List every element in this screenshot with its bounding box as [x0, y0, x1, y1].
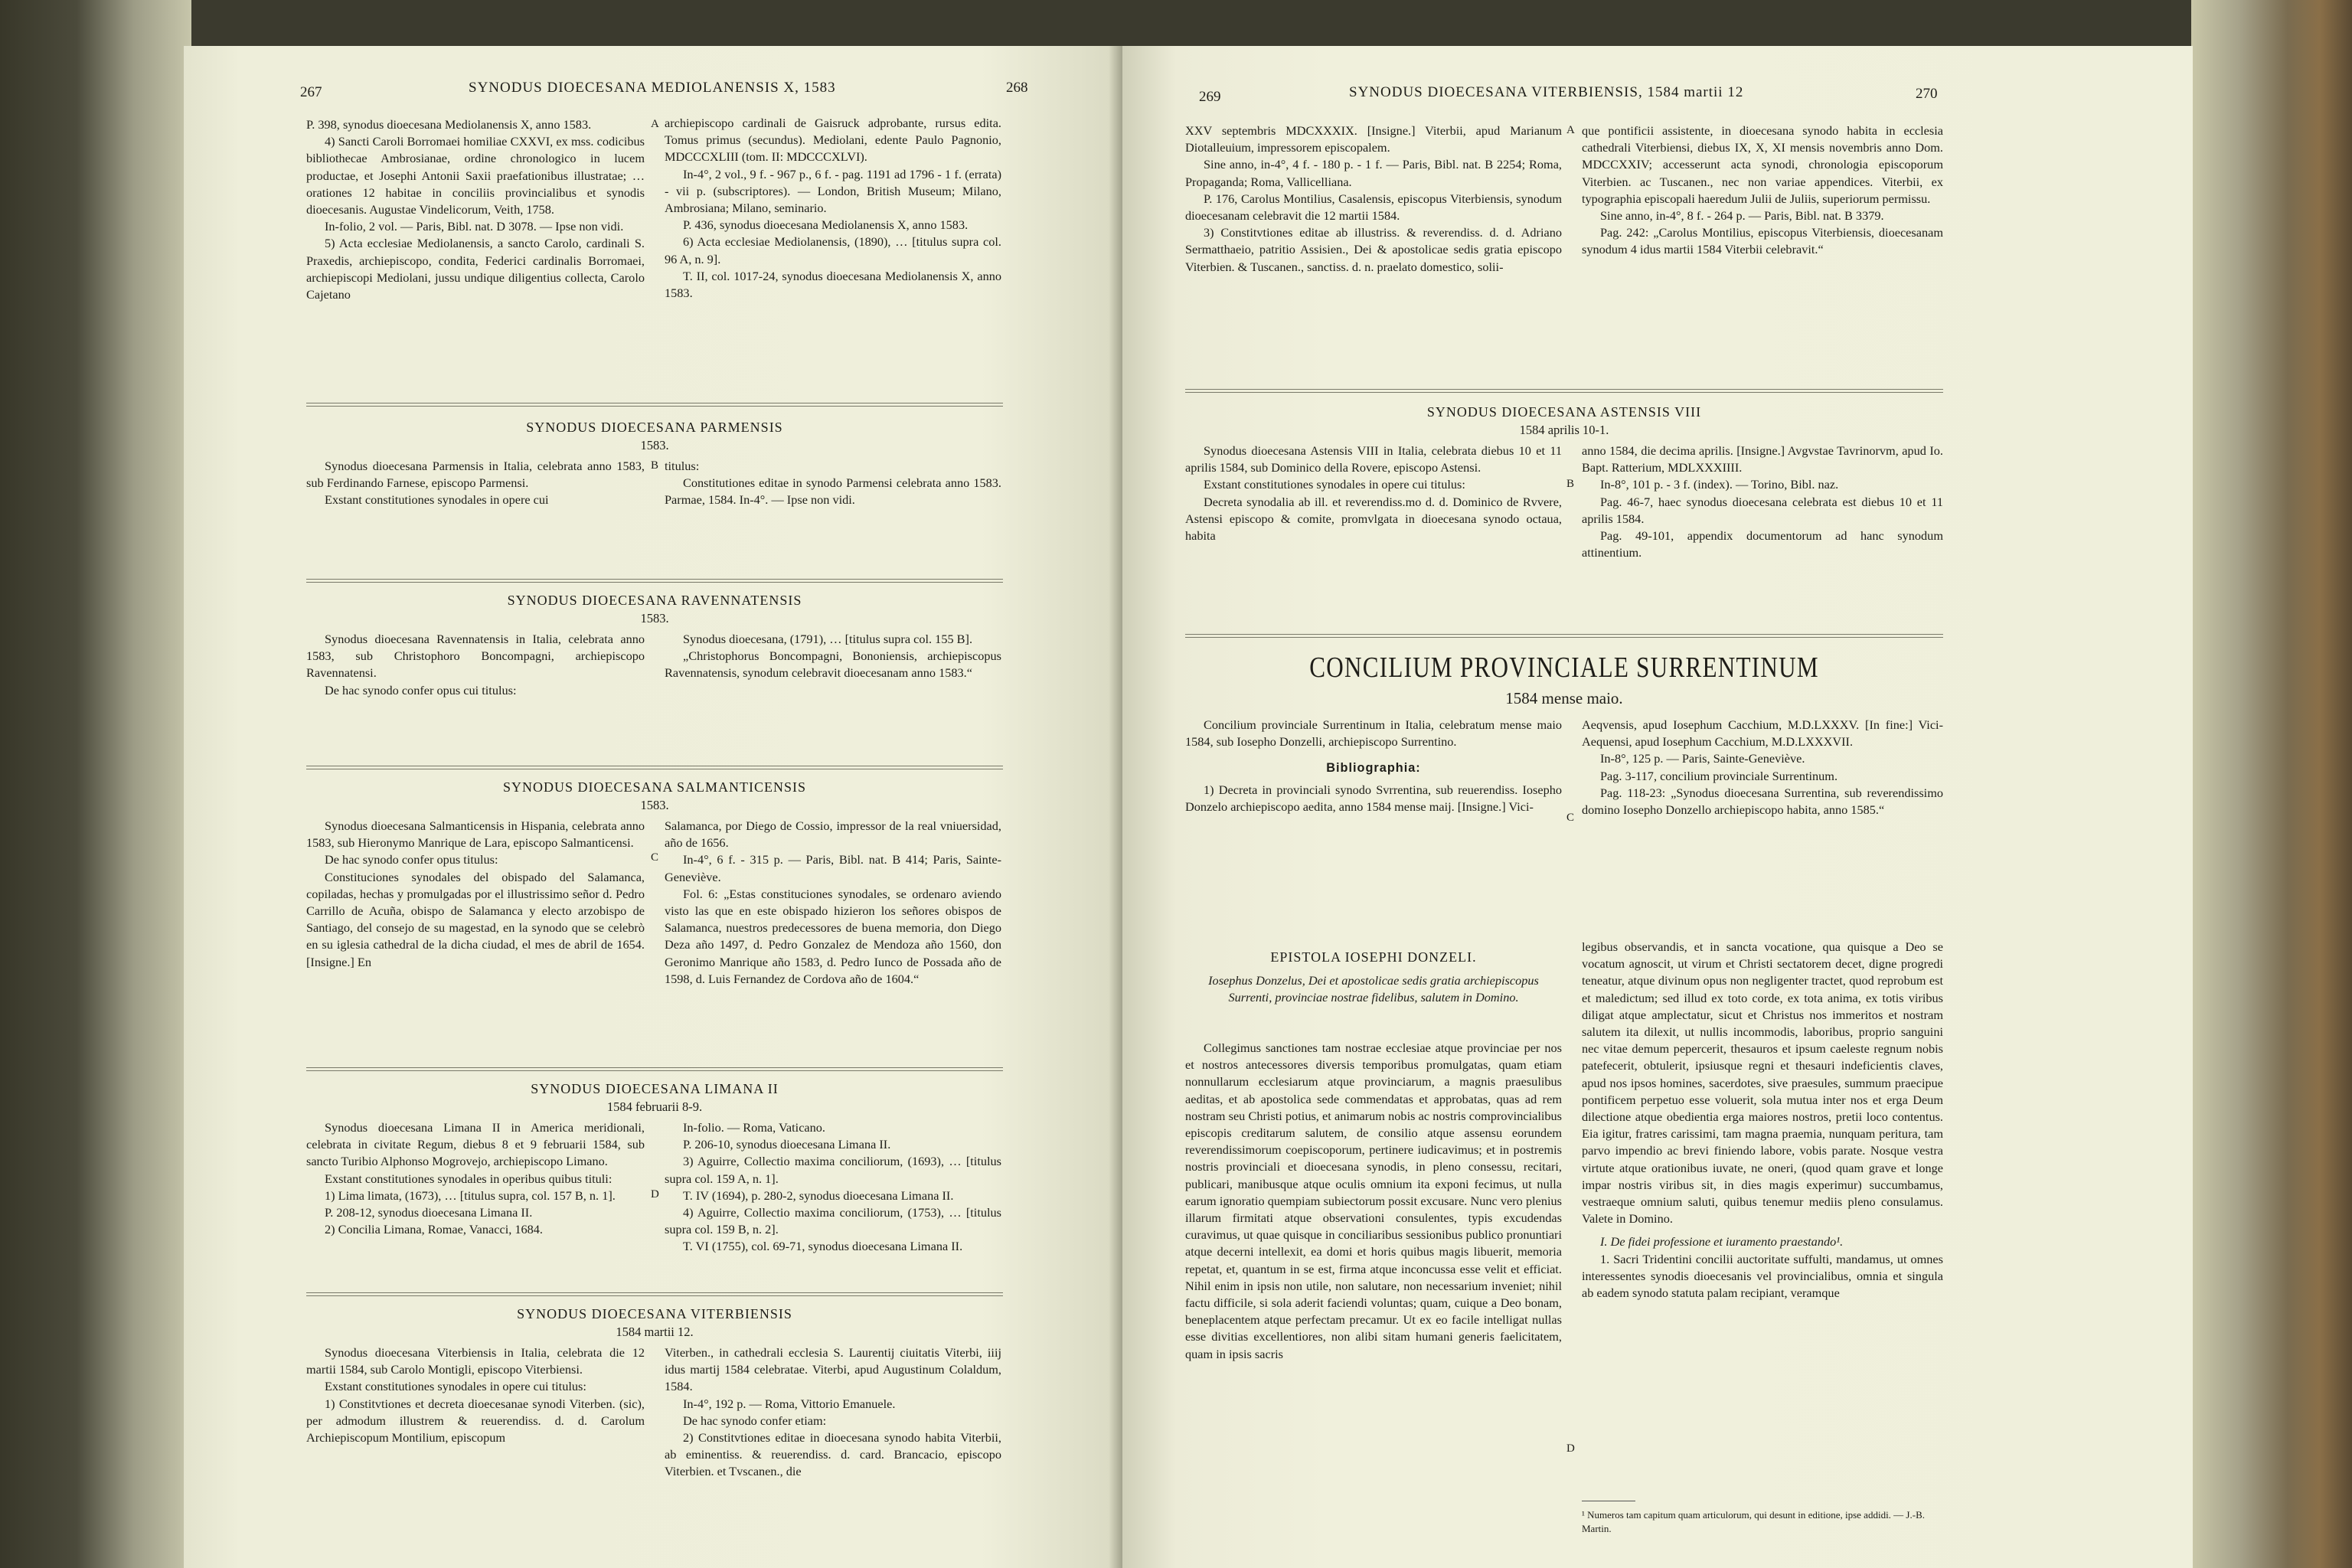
text-column	[306, 116, 645, 303]
section-date: 1583.	[640, 438, 669, 452]
margin-letter: B	[1566, 478, 1575, 490]
paragraph: titulus:	[665, 459, 700, 473]
paragraph: Salamanca, por Diego de Cossio, impressor de la real vniuersidad, año de 1656.	[665, 818, 1001, 851]
margin-letter: C	[1566, 812, 1575, 824]
text-column	[665, 631, 1001, 682]
paragraph: In-4°, 192 p. — Roma, Vittorio Emanuele.	[683, 1396, 896, 1411]
paragraph: Synodus dioecesana Ravennatensis in Italia, celebrata anno 1583, sub Christophoro Boncompagni, archiepiscopo Ravennatensi.	[306, 632, 645, 681]
paragraph: Synodus dioecesana Astensis VIII in Italia, celebrata diebus 10 et 11 aprilis 1584, sub Dominico della Rovere, episcopo Astensi.	[1185, 443, 1562, 475]
text-column	[1185, 717, 1562, 815]
paragraph: In-4°, 2 vol., 9 f. - 967 p., 6 f. - pag. 1191 ad 1796 - 1 f. (errata) - vii p. (subscriptores). — London, British Museum; Milano, Ambrosiana; Milano, seminario.	[665, 166, 1001, 216]
section-heading: SYNODUS DIOECESANA SALMANTICENSIS	[502, 779, 807, 795]
paragraph: legibus observandis, et in sancta vocatione, qua quisque a Deo se vocatum agnoscit, ut virum et Christi sectatorem decet, digne progredi teneatur, atque divinum opus non negligenter tractet, quod reprobum est et maledictum; sed illud ex toto corde, ex tota anima, ex totis viribus diligat atque amplectatur, sicut et Christus nos immeritos et nostram salutem ita dilexit, ut nullis incommodis, laboribus, proprio sanguini nec vitae demum pepercerit, thesauros et ipsum caeleste regnum nobis patefecerit, obtulerit, ipsiusque regni et thesauri indeficientis claves, apud nos ipsos homines, sacerdotes, sive praesules, summum praecipue pontificem perpetuo esse voluerit, sola mutua inter nos et erga Deum dilectione atque obedientia erga maiores nostros, pretii loco contentus. Eia igitur, fratres carissimi, tam magna praemia, nunquam peritura, tam parvo impendio ac brevi finiendo labore, vobis parate. Nosque vestra virtute atque orationibus iuvate, ne oneri, (quod quam grave et longe impar nostris viribus sit, in dies magis experimur) succumbamus, vestraeque omnium saluti, quibus tenemur mediis pleno consulamus. Valete in Domino.	[1582, 939, 1943, 1227]
paragraph: De hac synodo confer etiam:	[683, 1413, 827, 1428]
paragraph: Synodus dioecesana Salmanticensis in Hispania, celebrata anno 1583, sub Hieronymo Manrique de Lara, episcopo Salmanticensi.	[306, 818, 645, 851]
running-header: SYNODUS DIOECESANA MEDIOLANENSIS X, 1583	[469, 80, 836, 96]
section-heading: SYNODUS DIOECESANA VITERBIENSIS	[517, 1306, 792, 1321]
epistola-heading: EPISTOLA IOSEPHI DONZELI.	[1270, 949, 1477, 965]
section-heading: SYNODUS DIOECESANA ASTENSIS VIII	[1426, 404, 1702, 420]
text-column	[1185, 443, 1562, 544]
paragraph: Exstant constitutiones synodales in operibus quibus tituli:	[325, 1171, 612, 1186]
running-header: SYNODUS DIOECESANA VITERBIENSIS, 1584 martii 12	[1349, 84, 1744, 100]
section-rule	[1185, 392, 1943, 393]
paragraph: Sine anno, in-4°, 4 f. - 180 p. - 1 f. — Paris, Bibl. nat. B 2254; Roma, Propaganda; Roma, Vallicelliana.	[1185, 157, 1562, 189]
paragraph: 3) Constitvtiones editae ab illustriss. & reverendiss. d. d. Adriano Sermatthaeio, patritio Assisien., Dei & apostolicae sedis gratia episcopo Viterbien. & Tuscanen., sanctiss. d. n. praelato domestico, solii-	[1185, 225, 1562, 274]
paragraph: Exstant constitutiones synodales in opere cui	[325, 492, 549, 508]
margin-letter: C	[651, 851, 659, 864]
text-column	[665, 458, 1001, 509]
paragraph: In-8°, 125 p. — Paris, Sainte-Geneviève.	[1600, 751, 1805, 766]
text-column	[1582, 939, 1943, 1302]
margin-letter: B	[651, 459, 659, 472]
paragraph: Sine anno, in-4°, 8 f. - 264 p. — Paris, Bibl. nat. B 3379.	[1600, 208, 1884, 224]
paragraph: 1) Decreta in provinciali synodo Svrrentina, sub reuerendiss. Iosepho Donzelo archiepiscopo aedita, anno 1584 mense maij. [Insigne.] Vici-	[1185, 782, 1562, 814]
section-rule	[306, 406, 1003, 407]
paragraph: XXV septembris MDCXXXIX. [Insigne.] Viterbii, apud Marianum Diotalleuium, impressorem episcopalem.	[1185, 123, 1562, 155]
paragraph: Pag. 118-23: „Synodus dioecesana Surrentina, sub reverendissimo domino Iosepho Donzello archiepiscopo habita, anno 1585.“	[1582, 785, 1943, 818]
text-column	[306, 631, 645, 699]
paragraph: anno 1584, die decima aprilis. [Insigne.] Avgvstae Tavrinorvm, apud Io. Bapt. Ratterium, MDLXXXIIII.	[1582, 443, 1943, 475]
paragraph: In-8°, 101 p. - 3 f. (index). — Torino, Bibl. naz.	[1600, 477, 1839, 492]
section-rule	[306, 579, 1003, 580]
paragraph: 2) Constitvtiones editae in dioecesana synodo habita Viterbii, ab eminentiss. & reuerendiss. d. card. Brancacio, episcopo Viterbien. et Tvscanen., die	[665, 1430, 1001, 1479]
page-number: 267	[300, 84, 322, 100]
paragraph: De hac synodo confer opus titulus:	[325, 852, 498, 867]
paragraph: P. 176, Carolus Montilius, Casalensis, episcopus Viterbiensis, synodum dioecesanam celebravit die 12 martii 1584.	[1185, 191, 1562, 224]
book-right-edge	[2191, 0, 2352, 1568]
footnote: ¹ Numeros tam capitum quam articulorum, qui desunt in editione, ipse addidi. — J.-B. Martin.	[1582, 1509, 1925, 1534]
text-column	[665, 818, 1001, 988]
section-rule	[306, 1295, 1003, 1296]
paragraph: Constitutiones editae in synodo Parmensi celebrata anno 1583. Parmae, 1584. In-4°. — Ipse non vidi.	[665, 475, 1001, 508]
section-heading: SYNODUS DIOECESANA RAVENNATENSIS	[507, 593, 802, 608]
paragraph: Exstant constitutiones synodales in opere cui titulus:	[325, 1379, 586, 1394]
paragraph: P. 398, synodus dioecesana Mediolanensis X, anno 1583.	[306, 117, 592, 132]
paragraph: Decreta synodalia ab ill. et reverendiss.mo d. d. Dominico de Rvvere, Astensi episcopo & comite, promvlgata in dioecesana synodo octaua, habita	[1185, 494, 1562, 544]
text-column	[306, 818, 645, 971]
section-rule	[306, 1067, 1003, 1068]
paragraph: Fol. 6: „Estas constituciones synodales, se ordenaro aviendo visto las que en este obispado hizieron los señores obispos de Salamanca, nuestros predecessores de buena memoria, don Diego Deza año 1497, d. Pedro Gonzalez de Mendoza año 1560, don Geronimo Manrique año 1583, d. Pedro Iunco de Possada año de 1598, d. Luis Fernandez de Cordova año de 1604.“	[665, 886, 1001, 986]
right-page	[1122, 46, 2193, 1568]
paragraph: 6) Acta ecclesiae Mediolanensis, (1890), … [titulus supra col. 96 A, n. 9].	[665, 234, 1001, 266]
paragraph: Exstant constitutiones synodales in opere cui titulus:	[1204, 477, 1465, 492]
paragraph: Concilium provinciale Surrentinum in Italia, celebratum mense maio 1584, sub Iosepho Donzelli, archiepiscopo Surrentino.	[1185, 717, 1562, 750]
text-column	[306, 1119, 645, 1238]
paragraph: Viterben., in cathedrali ecclesia S. Laurentij ciuitatis Viterbi, iiij idus martij 1584 celebratae. Viterbi, apud Augustinum Colaldum, 1584.	[665, 1345, 1001, 1394]
section-heading: SYNODUS DIOECESANA LIMANA II	[531, 1081, 779, 1096]
margin-letter: D	[1566, 1442, 1575, 1455]
text-column	[665, 115, 1001, 302]
paragraph: T. IV (1694), p. 280-2, synodus dioecesana Limana II.	[683, 1187, 954, 1203]
section-heading: SYNODUS DIOECESANA PARMENSIS	[526, 420, 783, 435]
text-column	[665, 1344, 1001, 1481]
epistola-intro	[1185, 972, 1562, 1006]
paragraph: Pag. 242: „Carolus Montilius, episcopus Viterbiensis, dioecesanam synodum 4 idus martii 1584 Viterbii celebravit.“	[1582, 225, 1943, 257]
paragraph: „Christophorus Boncompagni, Bononiensis, archiepiscopus Ravennatensis, synodum celebravit dioecesanam anno 1583.“	[665, 648, 1001, 681]
text-column	[306, 1344, 645, 1446]
text-column	[1185, 1040, 1562, 1363]
margin-letter: A	[651, 118, 659, 130]
paragraph: 1. Sacri Tridentini concilii auctoritate suffulti, mandamus, ut omnes interessentes synodis dioecesanis vel provincialibus, omnia et singula ab eadem synodo statuta palam recipiant, veramque	[1582, 1251, 1943, 1301]
paragraph: In-folio. — Roma, Vaticano.	[683, 1120, 825, 1135]
text-column	[306, 458, 645, 509]
paragraph: Collegimus sanctiones tam nostrae ecclesiae atque provinciae per nos et nostros antecessores diversis temporibus promulgatas, quam etiam nonnullarum ecclesiarum atque provinciarum, a magnis praesulibus aeditas, et ab apostolica sede commendatas et approbatas, quas ad rem nostram seu Christi potius, et animarum nobis ac nostris comprovincialibus episcopis creditarum salutem, de consilio atque assensu eorundem reverendissimorum coepiscoporum, pertinere iudicavimus; et in postremis nostris provinciali et dioecesana synodis, in pleno consessu, recitari, publicari, manibusque atque oculis omnium ita exponi fecimus, ut nulla earum ignoratio quempiam subiectorum possit excusare. Nunc vero plenius illarum firmitati atque observationi consulentes, typis excudendas curavimus, ut quae quisque in conciliaribus sessionibus publico pronuntiari atque decerni intellexit, ea domi et horis quibus magis libuerit, memoria repetat, et, quantum in se est, firma atque inconcussa esse velit et efficiat. Nihil enim in ipsis non utile, non salutare, non necessarium inveniet; nihil factu difficile, si sola aderit faciendi voluntas; quam, cuique a Deo bonam, beneplacentem atque perfectam precamur. Ut ex eo facile intelligat nullas esse divitias excellentiores, non alibi sitam humani generis faelicitatem, quam in ipsis sacris	[1185, 1040, 1562, 1361]
paragraph: Constituciones synodales del obispado del Salamanca, copiladas, hechas y promulgadas por el illustrissimo señor d. Pedro Carrillo de Acuña, obispo de Salamanca y electo arzobispo de Santiago, del consejo de su magestad, en la synodo que se celebrò en su iglesia cathedral de la dicha ciudad, el mes de abril de 1654. [Insigne.] En	[306, 869, 645, 969]
paragraph: T. VI (1755), col. 69-71, synodus dioecesana Limana II.	[683, 1239, 963, 1254]
paragraph: Synodus dioecesana Limana II in America meridionali, celebrata in civitate Regum, diebus 8 et 9 februarii 1584, sub sancto Turibio Alphonso Mogrovejo, archiepiscopo Limano.	[306, 1120, 645, 1169]
paragraph: T. II, col. 1017-24, synodus dioecesana Mediolanensis X, anno 1583.	[665, 268, 1001, 301]
section-heading-italic: I. De fidei professione et iuramento praestando¹.	[1600, 1234, 1844, 1250]
text-column	[1582, 122, 1943, 259]
bibliography-heading: Bibliographia:	[1326, 761, 1421, 776]
paragraph: 1) Constitvtiones et decreta dioecesanae synodi Viterben. (sic), per admodum illustrem & reuerendiss. d. d. Carolum Archiepiscopum Montilium, episcopum	[306, 1396, 645, 1446]
paragraph: 4) Sancti Caroli Borromaei homiliae CXXVI, ex mss. codicibus bibliothecae Ambrosianae, ordine chronologico in lucem productae, et Josephi Antonii Saxii praefationibus illustratae; … orationes 12 habitae in conciliis provincialibus et synodis dioecesanis. Augustae Vindelicorum, Veith, 1758.	[306, 134, 645, 217]
paragraph: P. 206-10, synodus dioecesana Limana II.	[683, 1137, 891, 1152]
text-column	[1582, 443, 1943, 561]
paragraph: De hac synodo confer opus cui titulus:	[325, 682, 517, 697]
section-date: 1584 martii 12.	[616, 1325, 694, 1339]
section-rule	[1185, 389, 1943, 390]
section-rule	[306, 1292, 1003, 1293]
text-column	[665, 1119, 1001, 1256]
paragraph: Synodus dioecesana, (1791), … [titulus supra col. 155 B].	[683, 632, 973, 646]
paragraph: In-folio, 2 vol. — Paris, Bibl. nat. D 3078. — Ipse non vidi.	[325, 219, 624, 234]
paragraph: archiepiscopo cardinali de Gaisruck adprobante, rursus edita. Tomus primus (secundus). Mediolani, edente Paulo Pagnonio, MDCCCXLIII (tom. II: MDCCCXLVI).	[665, 116, 1001, 165]
section-date: 1584 aprilis 10-1.	[1519, 423, 1609, 437]
paragraph: Synodus dioecesana Viterbiensis in Italia, celebrata die 12 martii 1584, sub Carolo Montigli, episcopo Viterbiensi.	[306, 1345, 645, 1377]
section-date: 1583.	[640, 611, 669, 626]
text-column	[1582, 717, 1943, 818]
paragraph: 3) Aguirre, Collectio maxima conciliorum, (1693), … [titulus supra col. 159 A, n. 1].	[665, 1154, 1001, 1186]
margin-letter: D	[651, 1188, 659, 1200]
section-rule	[306, 1070, 1003, 1071]
paragraph: 2) Concilia Limana, Romae, Vanacci, 1684.	[325, 1222, 543, 1237]
book-left-edge	[0, 0, 191, 1568]
paragraph: Pag. 49-101, appendix documentorum ad hanc synodum attinentium.	[1582, 528, 1943, 560]
chapter-title: CONCILIUM PROVINCIALE SURRENTINUM	[1309, 652, 1819, 684]
page-number: 270	[1916, 86, 1938, 102]
section-rule	[1185, 637, 1943, 638]
paragraph: 5) Acta ecclesiae Mediolanensis, a sancto Carolo, cardinali S. Praxedis, archiepiscopo, condita, Federici cardinalis Borromaei, archiepiscopi Mediolani, jussu undique diligentius collecta, Carolo Cajetano	[306, 236, 645, 302]
page-number: 269	[1199, 89, 1221, 105]
section-rule	[1185, 634, 1943, 635]
paragraph: que pontificii assistente, in dioecesana synodo habita in ecclesia cathedrali Viterbiensi, diebus IX, X, XI mensis novembris anno Dom. MDCCXXIV; accesserunt acta synodi, chronologia episcoporum Viterbien. ac Tuscanen., nec non variae appendices. Viterbii, ex typographia episcopali haeredum Julii de Juliis, superiorum permissu.	[1582, 123, 1943, 206]
text-column	[1185, 122, 1562, 276]
paragraph: Aeqvensis, apud Iosephum Cacchium, M.D.LXXXV. [In fine:] Vici-Aequensi, apud Iosephum Cacchium, M.D.LXXXVII.	[1582, 717, 1943, 750]
paragraph: P. 208-12, synodus dioecesana Limana II.	[325, 1205, 533, 1220]
paragraph: Pag. 46-7, haec synodus dioecesana celebrata est diebus 10 et 11 aprilis 1584.	[1582, 494, 1943, 526]
margin-letter: A	[1566, 124, 1575, 136]
section-date: 1583.	[640, 798, 669, 812]
paragraph: 4) Aguirre, Collectio maxima conciliorum, (1753), … [titulus supra col. 159 B, n. 2].	[665, 1205, 1001, 1237]
chapter-date: 1584 mense maio.	[1505, 689, 1623, 707]
paragraph: In-4°, 6 f. - 315 p. — Paris, Bibl. nat. B 414; Paris, Sainte-Geneviève.	[665, 852, 1001, 884]
paragraph: Iosephus Donzelus, Dei et apostolicae sedis gratia archiepiscopus Surrenti, provinciae nostrae fidelibus, salutem in Domino.	[1208, 973, 1539, 1005]
paragraph: 1) Lima limata, (1673), … [titulus supra, col. 157 B, n. 1].	[325, 1187, 616, 1203]
paragraph: P. 436, synodus dioecesana Mediolanensis X, anno 1583.	[683, 217, 969, 233]
section-date: 1584 februarii 8-9.	[606, 1099, 703, 1114]
paragraph: Synodus dioecesana Parmensis in Italia, celebrata anno 1583, sub Ferdinando Farnese, episcopo Parmensi.	[306, 459, 645, 491]
section-rule	[306, 582, 1003, 583]
left-page	[184, 46, 1122, 1568]
paragraph: Pag. 3-117, concilium provinciale Surrentinum.	[1600, 768, 1838, 783]
page-number: 268	[1006, 80, 1028, 96]
